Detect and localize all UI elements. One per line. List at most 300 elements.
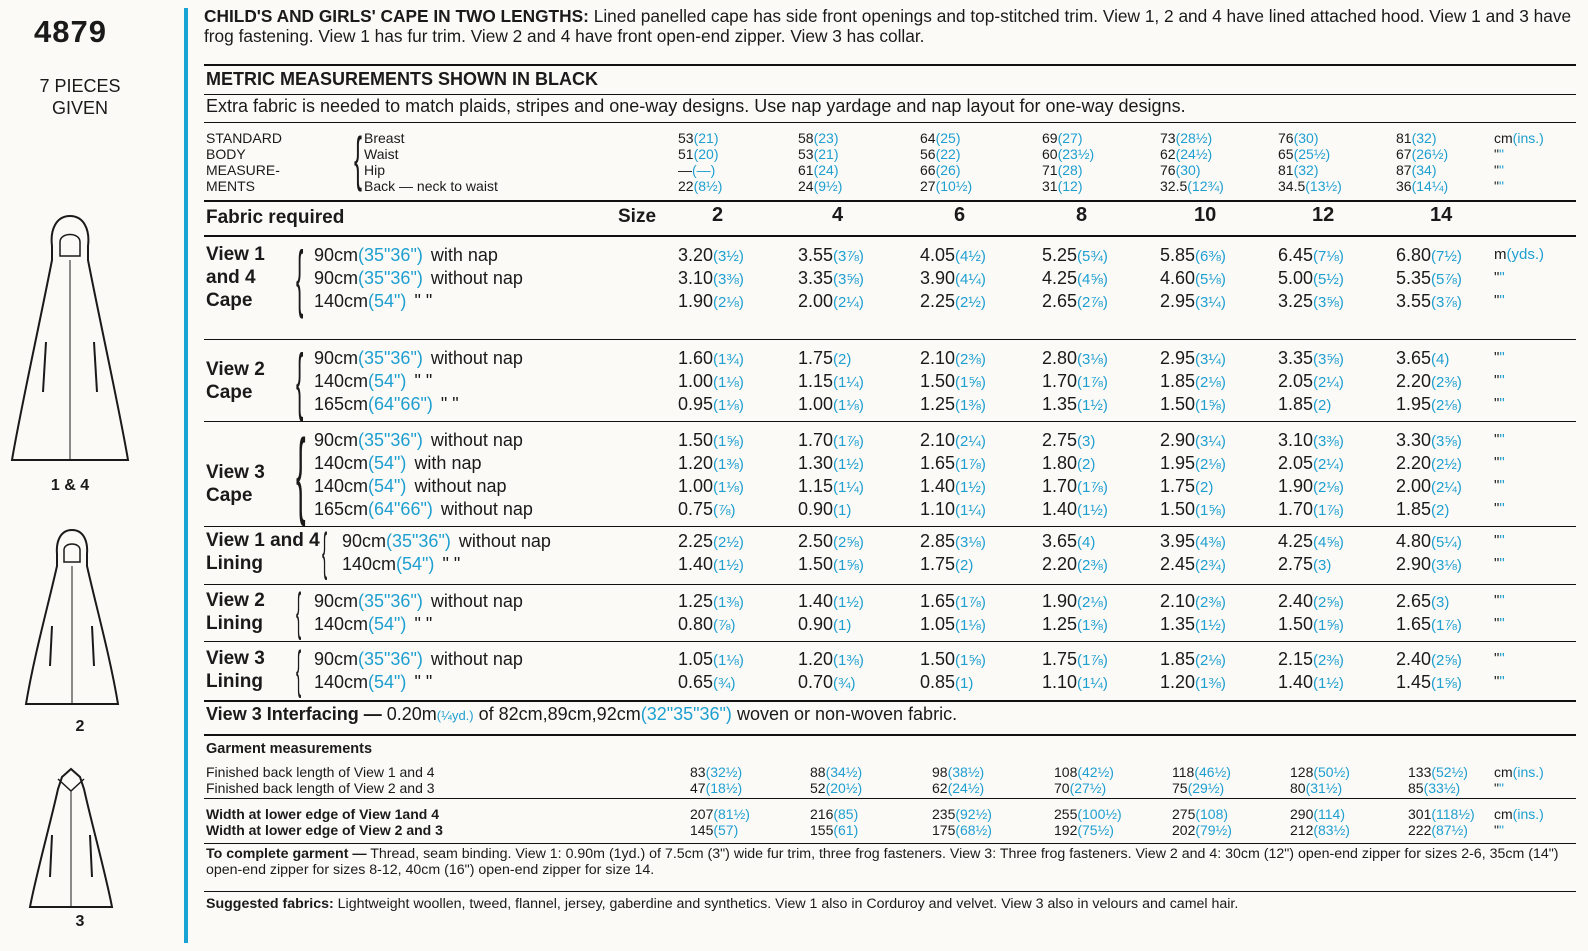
yardage-cell (1396, 671, 1462, 696)
value-metric: 53 (798, 146, 814, 162)
yardage-yards: (2⅝) (1431, 652, 1462, 669)
yardage-cell (920, 590, 986, 615)
unit-in: " (1499, 292, 1505, 309)
yardage-cell (1396, 475, 1462, 500)
value-metric: 81 (1278, 162, 1294, 178)
yardage-yards: (7½) (1431, 248, 1462, 265)
yardage-yards: (1⅝) (713, 433, 744, 450)
garment-cm: 155 (810, 822, 834, 838)
garment-in: (85) (833, 806, 859, 822)
yardage-yards: (2⅜) (1077, 557, 1108, 574)
garment-value (932, 764, 984, 780)
yardage-cell (1278, 347, 1344, 372)
nap-note: without nap (430, 348, 523, 368)
yardage-metric: 1.85 (1160, 649, 1196, 669)
divider (204, 235, 1576, 237)
unit: " (1494, 477, 1500, 494)
yardage-metric: 2.65 (1396, 591, 1432, 611)
value-metric: 76 (1278, 130, 1294, 146)
pieces-given (30, 75, 130, 119)
body-meas-value (1160, 162, 1200, 178)
garment-value (1054, 764, 1114, 780)
value-metric: — (678, 162, 692, 178)
body-meas-value (920, 130, 960, 146)
yardage-metric: 0.75 (678, 499, 714, 519)
yardage-cell (920, 613, 986, 638)
garment-cm: 207 (690, 806, 714, 822)
yardage-metric: 1.50 (920, 649, 956, 669)
yardage-metric: 3.10 (1278, 430, 1314, 450)
yardage-cell (798, 452, 864, 477)
yardage-yards: (1⅛) (833, 397, 864, 414)
body-meas-value (1396, 178, 1448, 194)
group-title: View 3 (206, 648, 265, 669)
intro-text: Lined panelled cape has side front openings and top-stitched trim. View 1, 2 and 4 have lined attached hood. View 1 and 3 have frog fastening. View 1 has fur trim. View 2 and 4 have front open-end zipper. View 3 has collar. (204, 6, 1572, 46)
garment-in: (92½) (955, 806, 992, 822)
yardage-cell (798, 290, 864, 315)
value-metric: 53 (678, 130, 694, 146)
yardage-metric: 2.40 (1396, 649, 1432, 669)
yardage-metric: 1.25 (678, 591, 714, 611)
yardage-metric: 1.70 (1042, 371, 1078, 391)
yardage-yards: (1⅝) (1313, 617, 1344, 634)
yardage-metric: 1.40 (1278, 672, 1314, 692)
garment-cm: 222 (1408, 822, 1432, 838)
yardage-metric: 1.50 (1160, 499, 1196, 519)
fabric-width-in: (54") (368, 453, 407, 473)
yardage-yards: (3⅛) (955, 534, 986, 551)
metric-heading: METRIC MEASUREMENTS SHOWN IN BLACK (206, 69, 598, 89)
yardage-cell (678, 452, 744, 477)
yardage-yards: (1⅝) (955, 374, 986, 391)
value-inches: (28) (1057, 162, 1083, 178)
yardage-yards: (¾) (833, 675, 856, 692)
yardage-metric: 1.60 (678, 348, 714, 368)
body-meas-label-line: MENTS (206, 178, 255, 194)
yardage-cell (920, 393, 986, 418)
yardage-yards: (3⅜) (713, 271, 744, 288)
yardage-cell (798, 370, 864, 395)
yardage-yards: (4½) (955, 248, 986, 265)
nap-note: " " (442, 554, 461, 574)
unit-label (1494, 452, 1505, 475)
yardage-cell (1042, 452, 1095, 477)
yardage-yards: (3) (1431, 594, 1450, 611)
garment-cm: 212 (1290, 822, 1314, 838)
yardage-cell (798, 475, 864, 500)
fabric-width: 90cm (314, 348, 359, 368)
yardage-metric: 1.25 (920, 394, 956, 414)
nap-note: without nap (430, 649, 523, 669)
yardage-cell (1396, 452, 1462, 477)
garment-value (1054, 806, 1122, 822)
yardage-cell (920, 370, 986, 395)
value-inches: (21) (813, 146, 839, 162)
yardage-cell (798, 553, 864, 578)
group-title: View 2 (206, 358, 265, 380)
body-meas-value (920, 162, 960, 178)
yardage-cell (1278, 671, 1344, 696)
unit-label (1494, 244, 1544, 267)
yardage-yards: (2¼) (955, 433, 986, 450)
unit-in: " (1499, 431, 1505, 448)
value-metric: 61 (798, 162, 814, 178)
unit-label (1494, 290, 1505, 313)
yardage-cell (1042, 393, 1108, 418)
fabric-row-desc (342, 530, 551, 553)
value-metric: 56 (920, 146, 936, 162)
yardage-yards: (2) (1077, 456, 1096, 473)
garment-cm: 175 (932, 822, 956, 838)
yardage-metric: 3.65 (1042, 531, 1078, 551)
pieces-line-1: 7 PIECES (39, 76, 121, 96)
yardage-yards: (1⅞) (1077, 374, 1108, 391)
yardage-cell (1160, 498, 1226, 523)
yardage-yards: (4⅝) (1313, 534, 1344, 551)
yardage-metric: 1.50 (1278, 614, 1314, 634)
yardage-yards: (2⅜) (1431, 374, 1462, 391)
yardage-yards: (1½) (1077, 397, 1108, 414)
garment-cm: 290 (1290, 806, 1314, 822)
yardage-cell (1160, 290, 1226, 315)
yardage-yards: (2⅝) (1313, 594, 1344, 611)
fabric-row-desc (314, 671, 432, 694)
yardage-cell (1160, 475, 1213, 500)
unit-in: (ins.) (1512, 764, 1544, 780)
unit-in: " (1499, 454, 1505, 471)
body-meas-value (678, 162, 715, 178)
garment-value (1408, 806, 1475, 822)
yardage-metric: 2.40 (1278, 591, 1314, 611)
yardage-metric: 3.55 (798, 245, 834, 265)
garment-cm: 47 (690, 780, 706, 796)
yardage-metric: 1.85 (1278, 394, 1314, 414)
yardage-yards: (5⅞) (1431, 271, 1462, 288)
garment-row-label: Finished back length of View 2 and 3 (206, 780, 435, 796)
garment-in: (31½) (1305, 780, 1343, 796)
yardage-yards: (1⅝) (1195, 397, 1226, 414)
garment-in: (20½) (825, 780, 863, 796)
garment-value (1172, 806, 1228, 822)
yardage-yards: (1½) (833, 456, 864, 473)
garment-in: (87½) (1431, 822, 1468, 838)
yardage-cell (678, 267, 744, 292)
fabric-row-desc (314, 498, 533, 521)
value-metric: 62 (1160, 146, 1176, 162)
group-title: Cape (206, 290, 253, 311)
value-metric: 51 (678, 146, 694, 162)
unit-label (1494, 178, 1504, 194)
yardage-cell (920, 244, 986, 269)
yardage-yards: (1¾) (713, 351, 744, 368)
unit: " (1494, 162, 1499, 178)
value-inches: (25) (935, 130, 961, 146)
yardage-metric: 1.15 (798, 371, 834, 391)
body-meas-name: Hip (364, 162, 386, 178)
unit: " (1494, 349, 1500, 366)
unit-in: (ins.) (1512, 130, 1544, 146)
yardage-yards: (3⅛) (1431, 557, 1462, 574)
yardage-yards: (1¼) (955, 502, 986, 519)
value-metric: 27 (920, 178, 936, 194)
garment-in: (61) (833, 822, 859, 838)
divider (204, 339, 1576, 340)
yardage-cell (678, 613, 736, 638)
yardage-cell (1278, 393, 1331, 418)
yardage-metric: 1.65 (920, 591, 956, 611)
value-metric: 24 (798, 178, 814, 194)
garment-in: (118½) (1431, 806, 1475, 822)
yardage-cell (1396, 429, 1462, 454)
yardage-metric: 4.80 (1396, 531, 1432, 551)
yardage-yards: (2⅜) (955, 351, 986, 368)
yardage-cell (1160, 393, 1226, 418)
divider (204, 94, 1576, 95)
yardage-yards: (7⅛) (1313, 248, 1344, 265)
yardage-yards: (2⅝) (833, 534, 864, 551)
unit: " (1494, 532, 1500, 549)
yardage-metric: 1.65 (1396, 614, 1432, 634)
garment-row-label: Finished back length of View 1 and 4 (206, 764, 435, 780)
yardage-yards: (4⅝) (1077, 271, 1108, 288)
yardage-yards: (2½) (955, 294, 986, 311)
yardage-metric: 2.50 (798, 531, 834, 551)
group-title: and 4 (206, 267, 256, 288)
unit-label (1494, 590, 1505, 613)
fabric-width: 140cm (314, 672, 369, 692)
body-meas-value (1042, 146, 1094, 162)
fabric-width-in: (35"36") (386, 531, 451, 551)
garment-in: (108) (1195, 806, 1229, 822)
yardage-cell (1396, 290, 1462, 315)
yardage-yards: (1) (955, 675, 974, 692)
garment-value (810, 806, 858, 822)
yardage-yards: (2) (1313, 397, 1332, 414)
yardage-yards: (1⅛) (713, 479, 744, 496)
yardage-metric: 1.35 (1160, 614, 1196, 634)
unit-label (1494, 822, 1504, 838)
nap-note: without nap (458, 531, 551, 551)
yardage-yards: (2¼) (1313, 456, 1344, 473)
yardage-yards: (1¼) (1077, 675, 1108, 692)
pieces-line-2: GIVEN (51, 98, 108, 118)
value-metric: 69 (1042, 130, 1058, 146)
yardage-cell (1042, 267, 1108, 292)
fabric-row-desc (314, 290, 432, 313)
fabric-width-in: (35"36") (358, 591, 423, 611)
unit-label (1494, 162, 1504, 178)
garment-cm: 75 (1172, 780, 1188, 796)
yardage-cell (920, 452, 986, 477)
unit: " (1494, 178, 1499, 194)
fabric-width-in: (54") (368, 614, 407, 634)
value-inches: (21) (693, 130, 719, 146)
yardage-metric: 1.75 (1160, 476, 1196, 496)
yardage-yards: (2¾) (1195, 557, 1226, 574)
yardage-cell (1278, 429, 1344, 454)
value-metric: 87 (1396, 162, 1412, 178)
yardage-yards: (1½) (955, 479, 986, 496)
yardage-metric: 1.75 (920, 554, 956, 574)
yardage-cell (1278, 452, 1344, 477)
unit: " (1494, 673, 1500, 690)
fabric-width: 90cm (314, 245, 359, 265)
complete-garment (206, 846, 1576, 878)
group-title: Cape (206, 381, 253, 403)
yardage-yards: (2⅛) (1313, 479, 1344, 496)
intro-heading: CHILD'S AND GIRLS' CAPE IN TWO LENGTHS: (204, 6, 589, 26)
yardage-cell (1042, 590, 1108, 615)
yardage-yards: (1½) (1313, 675, 1344, 692)
yardage-yards: (1⅜) (1077, 617, 1108, 634)
fabric-row-desc (314, 393, 459, 416)
yardage-yards: (1⅜) (1195, 675, 1226, 692)
yardage-yards: (1⅞) (1077, 479, 1108, 496)
nap-note: without nap (430, 430, 523, 450)
yardage-yards: (2⅜) (1195, 594, 1226, 611)
body-meas-value (798, 146, 838, 162)
fabric-width: 140cm (314, 291, 369, 311)
unit-label (1494, 806, 1544, 822)
value-inches: (14¼) (1411, 178, 1449, 194)
fabric-width-in: (64"66") (368, 394, 433, 414)
garment-cm: 83 (690, 764, 706, 780)
interfacing-line (206, 703, 957, 728)
unit-in: " (1499, 500, 1505, 517)
garment-value (1290, 780, 1342, 796)
garment-value (810, 780, 862, 796)
fabric-width-in: (54") (396, 554, 435, 574)
yardage-cell (678, 244, 744, 269)
body-meas-value (798, 130, 838, 146)
yardage-metric: 2.15 (1278, 649, 1314, 669)
yardage-yards: (3¼) (1195, 351, 1226, 368)
value-metric: 32.5 (1160, 178, 1188, 194)
fabric-width: 140cm (314, 614, 369, 634)
fabric-width-in: (35"36") (358, 268, 423, 288)
yardage-yards: (2⅞) (1077, 294, 1108, 311)
unit: " (1494, 292, 1500, 309)
yardage-metric: 1.70 (1278, 499, 1314, 519)
yardage-cell (1396, 590, 1449, 615)
unit-in: " (1499, 615, 1505, 632)
garment-cm: 85 (1408, 780, 1424, 796)
yardage-yards: (1⅜) (955, 397, 986, 414)
yardage-metric: 4.60 (1160, 268, 1196, 288)
yardage-metric: 0.90 (798, 499, 834, 519)
group-title: Lining (206, 553, 263, 574)
yardage-cell (1396, 613, 1462, 638)
yardage-metric: 2.20 (1396, 371, 1432, 391)
unit-label (1494, 475, 1505, 498)
yardage-cell (1396, 244, 1462, 269)
garment-cm: 301 (1408, 806, 1432, 822)
fabric-width: 140cm (314, 453, 369, 473)
yardage-cell (1160, 553, 1226, 578)
yardage-yards: (1⅜) (833, 652, 864, 669)
unit-label (1494, 498, 1505, 521)
unit-in: " (1498, 178, 1504, 194)
unit-in: " (1499, 269, 1505, 286)
yardage-cell (678, 347, 744, 372)
yardage-cell (798, 613, 851, 638)
fabric-row-desc (342, 553, 460, 576)
unit-label (1494, 267, 1505, 290)
value-inches: (34) (1411, 162, 1437, 178)
yardage-metric: 3.90 (920, 268, 956, 288)
yardage-cell (920, 553, 973, 578)
value-metric: 81 (1396, 130, 1412, 146)
yardage-yards: (1½) (833, 594, 864, 611)
brace: { (296, 641, 302, 699)
yardage-cell (678, 429, 744, 454)
yardage-metric: 0.95 (678, 394, 714, 414)
garment-cm: 235 (932, 806, 956, 822)
yardage-yards: (2¼) (1431, 479, 1462, 496)
size-header: 14 (1430, 204, 1453, 226)
yardage-yards: (1⅞) (1431, 617, 1462, 634)
yardage-metric: 3.35 (798, 268, 834, 288)
yardage-cell (678, 530, 744, 555)
brace: { (296, 236, 304, 319)
yardage-yards: (⅞) (713, 617, 736, 634)
unit: " (1494, 146, 1499, 162)
yardage-yards: (⅞) (713, 502, 736, 519)
yardage-cell (1042, 648, 1108, 673)
yardage-metric: 0.90 (798, 614, 834, 634)
garment-value (1172, 822, 1232, 838)
unit-label (1494, 553, 1505, 576)
yardage-cell (1160, 613, 1226, 638)
body-meas-value (1278, 130, 1318, 146)
nap-note: without nap (430, 591, 523, 611)
nap-note: " " (414, 672, 433, 692)
unit: cm (1494, 764, 1513, 780)
value-inches: (27) (1057, 130, 1083, 146)
garment-cm: 80 (1290, 780, 1306, 796)
unit-label (1494, 393, 1505, 416)
unit-label (1494, 429, 1505, 452)
brace: { (296, 420, 306, 527)
unit-in: " (1498, 162, 1504, 178)
unit-label (1494, 130, 1544, 146)
yardage-metric: 6.80 (1396, 245, 1432, 265)
garment-cm: 145 (690, 822, 714, 838)
yardage-yards: (3⅞) (833, 248, 864, 265)
unit-label (1494, 530, 1505, 553)
yardage-yards: (4) (1431, 351, 1450, 368)
size-label: Size (618, 206, 657, 227)
yardage-cell (1396, 370, 1462, 395)
garment-value (1408, 764, 1468, 780)
unit-in: (yds.) (1506, 246, 1544, 263)
value-metric: 31 (1042, 178, 1058, 194)
yardage-metric: 1.20 (1160, 672, 1196, 692)
fabric-width-in: (35"36") (358, 430, 423, 450)
body-meas-value (1278, 178, 1342, 194)
yardage-metric: 2.90 (1396, 554, 1432, 574)
fabric-required-label: Fabric required (206, 207, 345, 228)
yardage-metric: 1.70 (798, 430, 834, 450)
body-meas-value (1396, 130, 1436, 146)
value-metric: 65 (1278, 146, 1294, 162)
yardage-yards: (4) (1077, 534, 1096, 551)
value-inches: (12¾) (1187, 178, 1224, 194)
body-meas-value (678, 178, 722, 194)
size-header: 8 (1076, 204, 1088, 226)
divider (204, 843, 1576, 844)
divider (204, 584, 1576, 585)
